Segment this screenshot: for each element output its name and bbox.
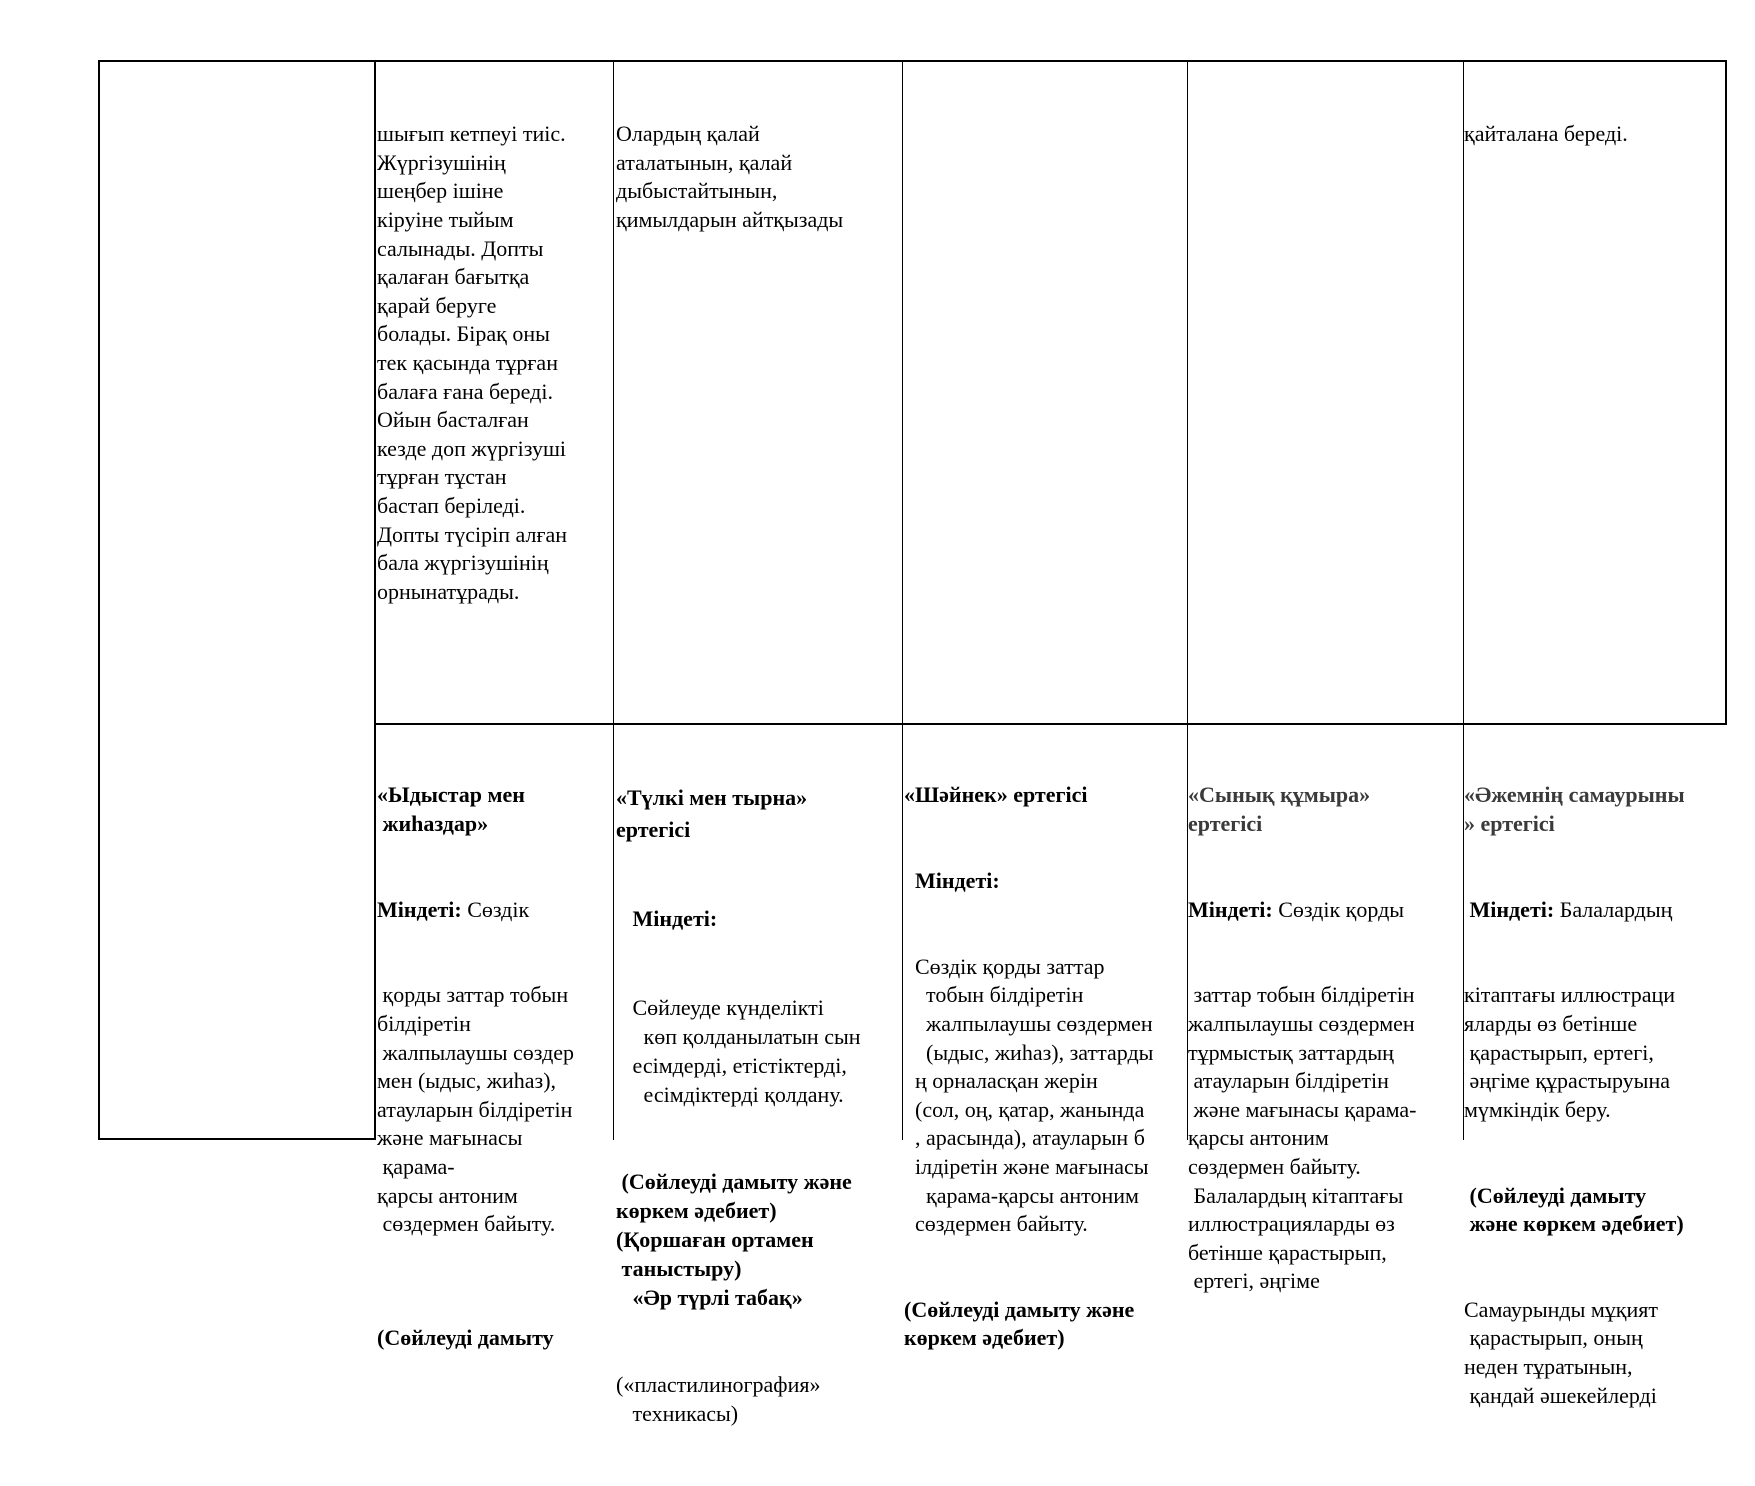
text-line: яларды өз бетінше <box>1464 1010 1638 1036</box>
text-line: шығып кетпеуі тиіс. <box>377 121 566 147</box>
text-line: бастап беріледі. <box>377 492 526 518</box>
row1-col3-lines <box>616 120 843 234</box>
row2-col2-text <box>377 724 574 1410</box>
text-line: Олардың қалай <box>616 121 760 147</box>
text-line: қарай беруге <box>377 292 497 318</box>
text-line: білдіретін <box>377 1010 471 1036</box>
title-main: «Шәйнек» <box>904 782 1008 808</box>
text-line: » ертегісі <box>1464 810 1555 836</box>
row2-col2-title <box>377 781 574 838</box>
text-line <box>377 1239 574 1268</box>
text-line: бала жүргізушінің <box>377 550 549 576</box>
text-line: қарастырып, оның <box>1464 1325 1643 1351</box>
text-line: Сөздік қорды заттар <box>904 953 1105 979</box>
text-line: жалпылаушы сөздермен <box>1188 1010 1415 1036</box>
text-line: «Түлкі мен тырна» <box>616 785 808 810</box>
text-line: және мағынасы <box>377 1125 523 1151</box>
task-label: Міндеті: <box>1188 896 1273 922</box>
row2-col2-task <box>377 896 574 925</box>
text-line: (Қоршаған ортамен <box>616 1227 814 1252</box>
text-line: қарсы антоним <box>377 1182 518 1208</box>
row2-col2-lines <box>377 981 574 1267</box>
text-line: (Сөйлеуді дамыту және <box>616 1169 852 1194</box>
table-left-border <box>98 60 100 1140</box>
table-top-border <box>98 60 1727 62</box>
text-line: көркем әдебиет) <box>616 1198 777 1223</box>
row2-col5-text <box>1188 724 1417 1353</box>
text-line: әңгіме құрастыруына <box>1464 1068 1671 1094</box>
text-line: көп қолданылатын сын <box>616 1024 861 1049</box>
text-line: Балалардың кітаптағы <box>1188 1182 1404 1208</box>
text-line: Самаурынды мұқият <box>1464 1296 1659 1322</box>
text-line: кітаптағы иллюстраци <box>1464 982 1676 1008</box>
text-line: техникасы) <box>616 1401 739 1426</box>
text-line: тек қасында тұрған <box>377 349 558 375</box>
text-line: Жүргізушінің <box>377 149 506 175</box>
row1-col2-text <box>377 63 567 663</box>
row2-col6-task <box>1464 896 1685 925</box>
text-line: «Әжемнің самаурыны <box>1464 782 1685 808</box>
text-line: сөздермен байыту. <box>377 1211 556 1237</box>
text-line: ң орналасқан жерін <box>904 1068 1098 1094</box>
text-line: иллюстрацияларды өз <box>1188 1211 1395 1237</box>
column-divider-1 <box>374 60 376 1140</box>
text-line: кезде доп жүргізуші <box>377 435 567 461</box>
text-line: болады. Бірақ оны <box>377 321 550 347</box>
text-line: бетінше қарастырып, <box>1188 1239 1387 1265</box>
text-line: есімдерді, етістіктерді, <box>616 1053 847 1078</box>
text-line: ертегі, әңгіме <box>1188 1268 1320 1294</box>
row2-col3-text <box>616 724 861 1486</box>
column-divider-2 <box>613 60 614 1140</box>
row2-col6-text <box>1464 724 1685 1467</box>
text-line: аталатынын, қалай <box>616 149 793 175</box>
text-line: («пластилинография» <box>616 1372 821 1397</box>
text-line: қандай әшекейлерді <box>1464 1382 1657 1408</box>
text-line: неден тұратынын, <box>1464 1354 1633 1380</box>
text-line: және көркем әдебиет) <box>1464 1211 1684 1237</box>
text-line: атауларын білдіретін <box>1188 1068 1389 1094</box>
row2-col2-bold-tail: (Сөйлеуді дамыту <box>377 1325 554 1351</box>
text-line: кіруіне тыйым <box>377 206 514 232</box>
text-line: ертегісі <box>616 816 691 842</box>
text-line: салынады. Допты <box>377 235 544 261</box>
text-line: сөздермен байыту. <box>904 1211 1088 1237</box>
row2-col5-lines <box>1188 981 1417 1296</box>
row2-col4-lines <box>904 953 1153 1239</box>
row2-col3-task-label: Міндеті: <box>616 906 718 931</box>
text-line: қайталана береді. <box>1464 121 1628 147</box>
text-line: қимылдарын айтқызады <box>616 206 844 232</box>
row1-col6-lines <box>1464 120 1628 149</box>
text-line: тұрған тұстан <box>377 464 507 490</box>
text-line: , арасында), атауларын б <box>904 1125 1145 1151</box>
row2-col3-title <box>616 782 861 845</box>
text-line: дыбыстайтынын, <box>616 178 778 204</box>
text-line: қарама- <box>377 1153 455 1179</box>
text-line: мүмкіндік беру. <box>1464 1096 1611 1122</box>
row2-col4-text <box>904 724 1153 1410</box>
text-line: орнынатұрады. <box>377 578 520 604</box>
row2-col3-tail-lines <box>616 1370 861 1428</box>
text-line: жиһаздар» <box>377 810 489 836</box>
text-line: мен (ыдыс, жиһаз), <box>377 1068 557 1094</box>
text-line: сөздермен байыту. <box>1188 1153 1361 1179</box>
text-line: (сол, оң, қатар, жанында <box>904 1096 1145 1122</box>
table-right-border <box>1725 60 1727 723</box>
row2-col6-bold-lines <box>1464 1182 1685 1239</box>
text-line: таныстыру) <box>616 1256 742 1281</box>
row2-col6-lines <box>1464 981 1685 1124</box>
text-line: «Ыдыстар мен <box>377 782 525 808</box>
row1-col3-text <box>616 63 843 292</box>
text-line: «Сынық құмыра» <box>1188 782 1371 808</box>
text-line: қарсы антоним <box>1188 1125 1329 1151</box>
text-line: жалпылаушы сөздермен <box>904 1010 1153 1036</box>
row2-col3-lines <box>616 993 861 1109</box>
text-line: ілдіретін және мағынасы <box>904 1153 1149 1179</box>
row2-col4-bold-lines <box>904 1296 1153 1353</box>
text-line: шеңбер ішіне <box>377 178 504 204</box>
task-first: Балалардың <box>1554 896 1673 922</box>
text-line: Сөйлеуде күнделікті <box>616 995 824 1020</box>
text-line: және мағынасы қарама- <box>1188 1096 1417 1122</box>
text-line: балаға ғана береді. <box>377 378 553 404</box>
text-line: тобын білдіретін <box>904 982 1084 1008</box>
text-line: «Әр түрлі табақ» <box>616 1285 803 1310</box>
text-line: тұрмыстық заттардың <box>1188 1039 1394 1065</box>
row2-col4-title <box>904 781 1153 810</box>
row2-col5-task <box>1188 896 1417 925</box>
column-divider-3 <box>902 60 903 1140</box>
row1-col6-text <box>1464 63 1628 206</box>
text-line: қалаған бағытқа <box>377 264 530 290</box>
text-line: Ойын басталған <box>377 407 529 433</box>
text-line: есімдіктерді қолдану. <box>616 1082 844 1107</box>
text-line: Допты түсіріп алған <box>377 521 568 547</box>
row2-col4-task-label: Міндеті: <box>904 867 1000 893</box>
text-line: заттар тобын білдіретін <box>1188 982 1415 1008</box>
text-line: жалпылаушы сөздер <box>377 1039 575 1065</box>
task-first: Сөздік <box>461 896 530 922</box>
first-column-bottom-border <box>98 1138 376 1140</box>
text-line: (Сөйлеуді дамыту және <box>904 1296 1135 1322</box>
task-label: Міндеті: <box>1464 896 1555 922</box>
task-first: Сөздік қорды <box>1272 896 1405 922</box>
text-line: қорды заттар тобын <box>377 982 569 1008</box>
text-line: атауларын білдіретін <box>377 1096 573 1122</box>
text-line: (Сөйлеуді дамыту <box>1464 1182 1647 1208</box>
row2-col6-tail-lines <box>1464 1296 1685 1410</box>
text-line: қарама-қарсы антоним <box>904 1182 1139 1208</box>
task-label: Міндеті: <box>377 896 462 922</box>
title-rest: ертегісі <box>1007 782 1088 808</box>
plan-table <box>98 60 1727 1426</box>
row2-col6-title <box>1464 781 1685 838</box>
text-line: көркем әдебиет) <box>904 1325 1065 1351</box>
text-line: ертегісі <box>1188 810 1263 836</box>
text-line: қарастырып, ертегі, <box>1464 1039 1654 1065</box>
row1-col2-lines <box>377 120 567 606</box>
row2-col5-title <box>1188 781 1417 838</box>
text-line: (ыдыс, жиһаз), заттарды <box>904 1039 1154 1065</box>
